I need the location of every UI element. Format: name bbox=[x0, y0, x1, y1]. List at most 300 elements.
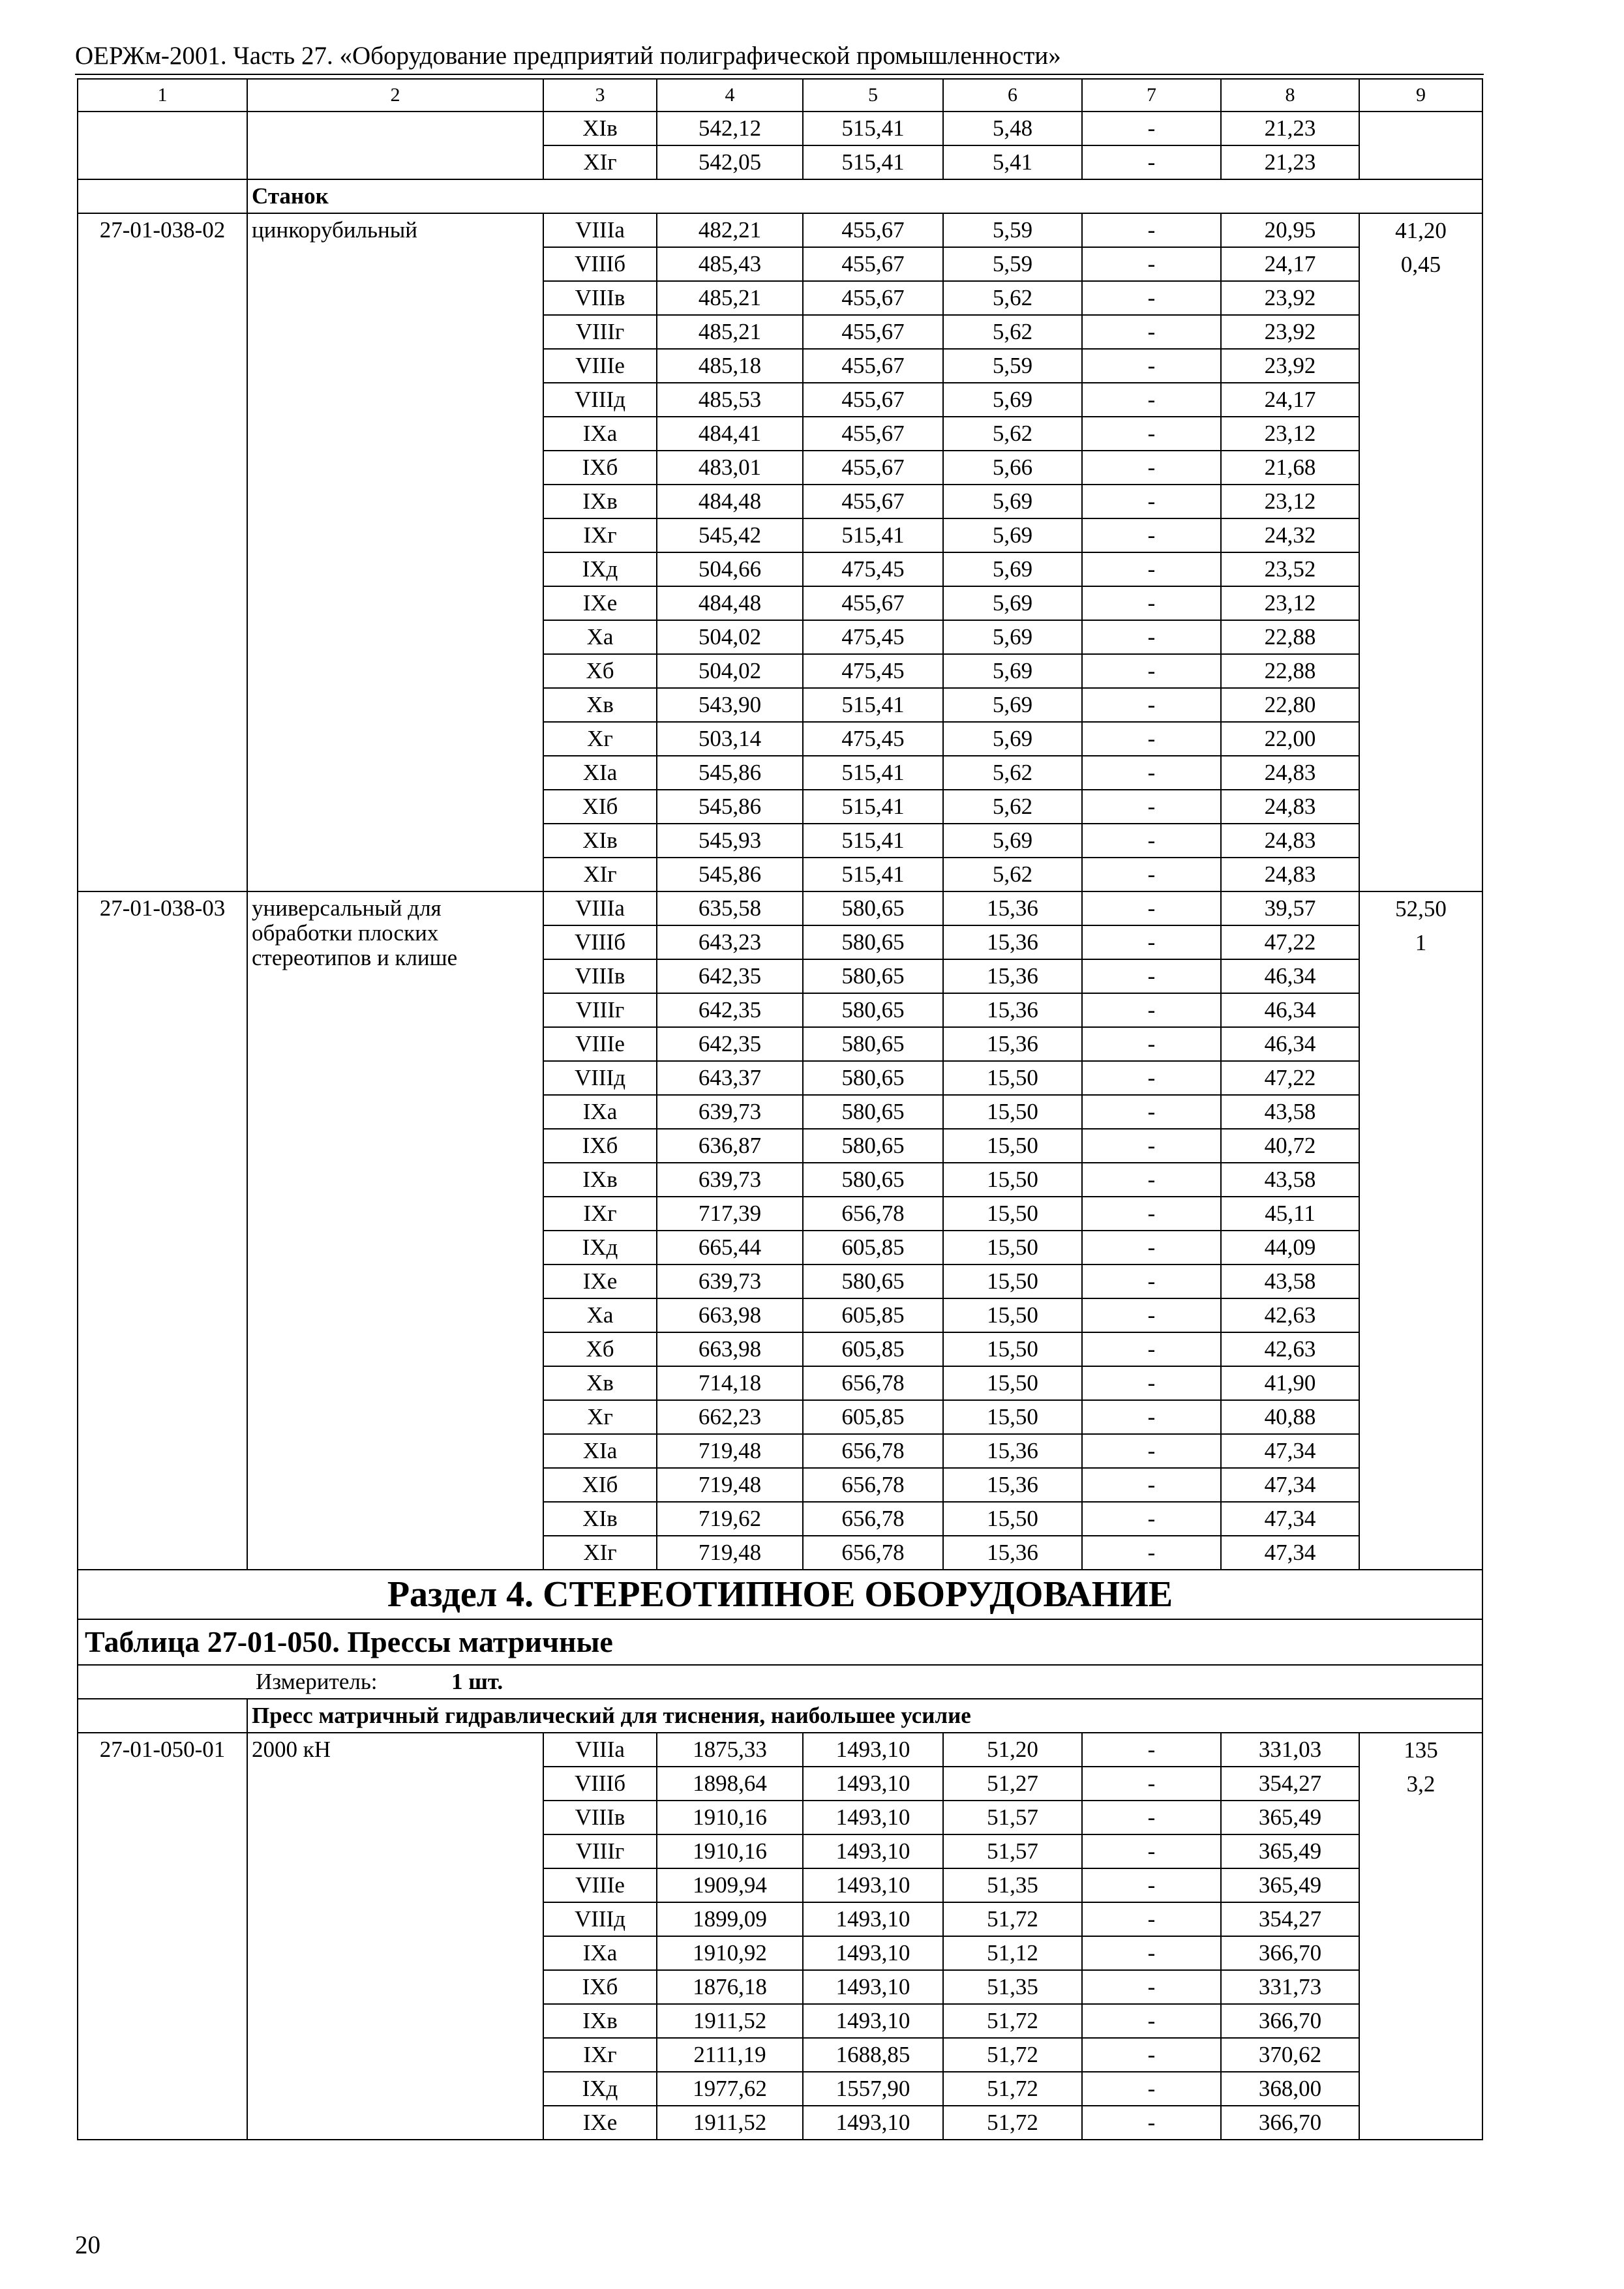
cell-c4: 719,48 bbox=[657, 1468, 803, 1502]
item-code: 27-01-050-01 bbox=[78, 1733, 247, 2140]
cell-c5: 580,65 bbox=[803, 959, 943, 993]
cell-zone: IXд bbox=[543, 1231, 657, 1264]
subheading-text: Станок bbox=[247, 179, 1482, 213]
cell-zone: Xв bbox=[543, 688, 657, 722]
cell-c7: - bbox=[1082, 1468, 1221, 1502]
measure-cell bbox=[78, 1665, 1482, 1699]
cell-c6: 51,35 bbox=[943, 1868, 1082, 1902]
cell-zone: VIIIа bbox=[543, 891, 657, 925]
cell-zone: IXе bbox=[543, 586, 657, 620]
cell-zone: Xб bbox=[543, 654, 657, 688]
cell-c6: 5,69 bbox=[943, 688, 1082, 722]
cell-c8: 20,95 bbox=[1221, 213, 1359, 247]
cell-c5: 455,67 bbox=[803, 315, 943, 349]
cell-c6: 15,36 bbox=[943, 959, 1082, 993]
cell-c6: 51,72 bbox=[943, 2072, 1082, 2106]
cell-c6: 15,36 bbox=[943, 1536, 1082, 1570]
price-table bbox=[77, 78, 1483, 2140]
cell-zone: VIIIе bbox=[543, 349, 657, 383]
cell-c8: 23,12 bbox=[1221, 417, 1359, 451]
cell-c8: 23,92 bbox=[1221, 315, 1359, 349]
item-weight-value: 0,45 bbox=[1400, 252, 1441, 277]
cell-c5: 475,45 bbox=[803, 552, 943, 586]
column-number: 3 bbox=[543, 79, 657, 112]
cell-c8: 23,12 bbox=[1221, 485, 1359, 518]
cell-c8: 23,52 bbox=[1221, 552, 1359, 586]
cell-c7: - bbox=[1082, 2072, 1221, 2106]
cell-c5: 605,85 bbox=[803, 1400, 943, 1434]
cell-c5: 475,45 bbox=[803, 654, 943, 688]
cell-c7: - bbox=[1082, 213, 1221, 247]
cell-c4: 639,73 bbox=[657, 1264, 803, 1298]
cell-c7: - bbox=[1082, 1868, 1221, 1902]
item-weight-value: 3,2 bbox=[1406, 1771, 1436, 1797]
cell-c6: 51,20 bbox=[943, 1733, 1082, 1767]
cell-c6: 51,57 bbox=[943, 1834, 1082, 1868]
cell-c7: - bbox=[1082, 1231, 1221, 1264]
cell-c6: 51,72 bbox=[943, 1902, 1082, 1936]
cell-zone: IXа bbox=[543, 1936, 657, 1970]
cell-c5: 515,41 bbox=[803, 112, 943, 145]
cell-zone: VIIIб bbox=[543, 925, 657, 959]
cell-c7: - bbox=[1082, 349, 1221, 383]
cell-c8: 365,49 bbox=[1221, 1834, 1359, 1868]
table-row bbox=[78, 1733, 1482, 1767]
cell-c5: 515,41 bbox=[803, 858, 943, 891]
cell-c6: 15,50 bbox=[943, 1163, 1082, 1197]
cell-c6: 15,50 bbox=[943, 1298, 1082, 1332]
cell-c8: 331,73 bbox=[1221, 1970, 1359, 2004]
item-weight-cell bbox=[1359, 891, 1482, 1570]
cell-c6: 15,50 bbox=[943, 1197, 1082, 1231]
cell-c7: - bbox=[1082, 1502, 1221, 1536]
cell-c7: - bbox=[1082, 1332, 1221, 1366]
cell-c8: 43,58 bbox=[1221, 1163, 1359, 1197]
cell-c4: 719,48 bbox=[657, 1536, 803, 1570]
cell-c5: 580,65 bbox=[803, 1129, 943, 1163]
cell-c7: - bbox=[1082, 518, 1221, 552]
cell-c6: 5,62 bbox=[943, 790, 1082, 824]
cell-c4: 545,86 bbox=[657, 858, 803, 891]
cell-c7: - bbox=[1082, 1801, 1221, 1834]
cell-c6: 51,35 bbox=[943, 1970, 1082, 2004]
cell-zone: VIIIд bbox=[543, 1902, 657, 1936]
cell-zone: IXг bbox=[543, 2038, 657, 2072]
cell-c7: - bbox=[1082, 1061, 1221, 1095]
column-number: 2 bbox=[247, 79, 543, 112]
cell-c4: 714,18 bbox=[657, 1366, 803, 1400]
cell-c6: 15,36 bbox=[943, 1468, 1082, 1502]
cell-c7: - bbox=[1082, 1095, 1221, 1129]
item-weight-value: 1 bbox=[1415, 930, 1427, 955]
cell-c5: 475,45 bbox=[803, 722, 943, 756]
cell-zone: IXв bbox=[543, 1163, 657, 1197]
cell-c7: - bbox=[1082, 2106, 1221, 2140]
cell-zone: IXе bbox=[543, 2106, 657, 2140]
cell-c4: 639,73 bbox=[657, 1163, 803, 1197]
cell-c4: 1899,09 bbox=[657, 1902, 803, 1936]
measure-value: 1 шт. bbox=[451, 1669, 504, 1694]
cell-c7: - bbox=[1082, 586, 1221, 620]
cell-zone: XIв bbox=[543, 824, 657, 858]
cell-zone: Xа bbox=[543, 620, 657, 654]
cell-c5: 580,65 bbox=[803, 925, 943, 959]
table-row bbox=[78, 112, 1482, 145]
cell-c8: 43,58 bbox=[1221, 1264, 1359, 1298]
cell-c8: 24,83 bbox=[1221, 858, 1359, 891]
cell-c5: 455,67 bbox=[803, 417, 943, 451]
cell-c4: 483,01 bbox=[657, 451, 803, 485]
cell-c4: 1910,16 bbox=[657, 1801, 803, 1834]
cell-c6: 15,50 bbox=[943, 1332, 1082, 1366]
cell-zone: VIIIд bbox=[543, 1061, 657, 1095]
cell-c8: 42,63 bbox=[1221, 1332, 1359, 1366]
cell-c8: 21,23 bbox=[1221, 112, 1359, 145]
cell-c8: 24,17 bbox=[1221, 247, 1359, 281]
table-title-row bbox=[78, 1619, 1482, 1665]
cell-c7: - bbox=[1082, 383, 1221, 417]
cell-c7: - bbox=[1082, 247, 1221, 281]
column-number: 1 bbox=[78, 79, 247, 112]
cell-c4: 665,44 bbox=[657, 1231, 803, 1264]
cell-zone: VIIIг bbox=[543, 1834, 657, 1868]
cell-c4: 485,21 bbox=[657, 281, 803, 315]
cell-c4: 1910,92 bbox=[657, 1936, 803, 1970]
cell-zone: Xа bbox=[543, 1298, 657, 1332]
cell-c5: 656,78 bbox=[803, 1502, 943, 1536]
cell-c4: 1876,18 bbox=[657, 1970, 803, 2004]
cell-zone: VIIIе bbox=[543, 1868, 657, 1902]
cell-c8: 22,00 bbox=[1221, 722, 1359, 756]
cell-c8: 21,68 bbox=[1221, 451, 1359, 485]
cell-c5: 605,85 bbox=[803, 1332, 943, 1366]
cell-c5: 515,41 bbox=[803, 824, 943, 858]
subheading-text: Пресс матричный гидравлический для тиснения, наибольшее усилие bbox=[247, 1699, 1482, 1733]
cell-c8: 47,34 bbox=[1221, 1468, 1359, 1502]
cell-c6: 51,27 bbox=[943, 1767, 1082, 1801]
cell-c5: 580,65 bbox=[803, 1264, 943, 1298]
cell-c7: - bbox=[1082, 1400, 1221, 1434]
cell-c6: 51,12 bbox=[943, 1936, 1082, 1970]
cell-c4: 1898,64 bbox=[657, 1767, 803, 1801]
cell-c5: 1493,10 bbox=[803, 1902, 943, 1936]
cell-c8: 23,92 bbox=[1221, 281, 1359, 315]
cell-c4: 719,62 bbox=[657, 1502, 803, 1536]
cell-c6: 15,50 bbox=[943, 1095, 1082, 1129]
cell-c8: 46,34 bbox=[1221, 1027, 1359, 1061]
cell-c4: 663,98 bbox=[657, 1332, 803, 1366]
cell-c8: 368,00 bbox=[1221, 2072, 1359, 2106]
cell-c7: - bbox=[1082, 112, 1221, 145]
cell-c7: - bbox=[1082, 281, 1221, 315]
cell-zone: IXв bbox=[543, 2004, 657, 2038]
cell-c8: 40,88 bbox=[1221, 1400, 1359, 1434]
cell-c7: - bbox=[1082, 1536, 1221, 1570]
cell-c6: 15,50 bbox=[943, 1502, 1082, 1536]
cell-zone: XIв bbox=[543, 112, 657, 145]
cell-c6: 51,57 bbox=[943, 1801, 1082, 1834]
cell-c4: 642,35 bbox=[657, 993, 803, 1027]
cell-c6: 5,62 bbox=[943, 756, 1082, 790]
cell-c6: 15,36 bbox=[943, 891, 1082, 925]
cell-c4: 545,86 bbox=[657, 756, 803, 790]
cell-c4: 643,37 bbox=[657, 1061, 803, 1095]
cell-c4: 504,02 bbox=[657, 654, 803, 688]
cell-c7: - bbox=[1082, 1902, 1221, 1936]
cell-c5: 1493,10 bbox=[803, 1868, 943, 1902]
cell-c7: - bbox=[1082, 145, 1221, 179]
cell-zone: Xг bbox=[543, 722, 657, 756]
cell-c8: 370,62 bbox=[1221, 2038, 1359, 2072]
cell-c6: 5,69 bbox=[943, 518, 1082, 552]
cell-c5: 455,67 bbox=[803, 281, 943, 315]
cell-c8: 43,58 bbox=[1221, 1095, 1359, 1129]
cell-zone: IXб bbox=[543, 451, 657, 485]
item-name: цинкорубильный bbox=[247, 213, 543, 891]
cell-zone: IXб bbox=[543, 1129, 657, 1163]
cell-zone: XIг bbox=[543, 858, 657, 891]
cell-zone: IXб bbox=[543, 1970, 657, 2004]
cell-c7: - bbox=[1082, 1197, 1221, 1231]
cell-c4: 663,98 bbox=[657, 1298, 803, 1332]
cell-c4: 639,73 bbox=[657, 1095, 803, 1129]
cell-c7: - bbox=[1082, 620, 1221, 654]
cell-c6: 5,62 bbox=[943, 281, 1082, 315]
cell-c7: - bbox=[1082, 1366, 1221, 1400]
table-row bbox=[78, 213, 1482, 247]
cell-zone: IXа bbox=[543, 1095, 657, 1129]
cell-c8: 366,70 bbox=[1221, 1936, 1359, 1970]
cell-zone: VIIIв bbox=[543, 1801, 657, 1834]
column-number-row bbox=[78, 79, 1482, 112]
cell-c6: 5,69 bbox=[943, 654, 1082, 688]
cell-c7: - bbox=[1082, 417, 1221, 451]
cell-c6: 15,36 bbox=[943, 1027, 1082, 1061]
cell-c4: 545,93 bbox=[657, 824, 803, 858]
cell-c8: 22,88 bbox=[1221, 654, 1359, 688]
cell-c8: 47,34 bbox=[1221, 1536, 1359, 1570]
item-code bbox=[78, 112, 247, 179]
cell-c7: - bbox=[1082, 1834, 1221, 1868]
cell-zone: IXе bbox=[543, 1264, 657, 1298]
cell-c5: 1557,90 bbox=[803, 2072, 943, 2106]
cell-c5: 605,85 bbox=[803, 1298, 943, 1332]
cell-c5: 455,67 bbox=[803, 586, 943, 620]
item-weight-value: 135 bbox=[1404, 1737, 1438, 1763]
cell-c7: - bbox=[1082, 1733, 1221, 1767]
table-title: Таблица 27-01-050. Прессы матричные bbox=[78, 1619, 1482, 1665]
column-number: 5 bbox=[803, 79, 943, 112]
cell-c5: 1493,10 bbox=[803, 1801, 943, 1834]
cell-c5: 580,65 bbox=[803, 1027, 943, 1061]
cell-zone: IXд bbox=[543, 2072, 657, 2106]
cell-zone: VIIIа bbox=[543, 213, 657, 247]
cell-c5: 1493,10 bbox=[803, 2004, 943, 2038]
cell-c7: - bbox=[1082, 1298, 1221, 1332]
cell-c7: - bbox=[1082, 756, 1221, 790]
cell-c4: 484,41 bbox=[657, 417, 803, 451]
cell-c5: 656,78 bbox=[803, 1434, 943, 1468]
column-number: 6 bbox=[943, 79, 1082, 112]
cell-c6: 5,69 bbox=[943, 722, 1082, 756]
cell-c8: 46,34 bbox=[1221, 959, 1359, 993]
cell-c4: 642,35 bbox=[657, 959, 803, 993]
item-name bbox=[247, 112, 543, 179]
cell-c7: - bbox=[1082, 858, 1221, 891]
cell-c8: 22,88 bbox=[1221, 620, 1359, 654]
cell-zone: VIIIг bbox=[543, 993, 657, 1027]
cell-c6: 15,36 bbox=[943, 993, 1082, 1027]
cell-c4: 485,21 bbox=[657, 315, 803, 349]
cell-c7: - bbox=[1082, 315, 1221, 349]
item-weight-cell bbox=[1359, 213, 1482, 891]
cell-c7: - bbox=[1082, 790, 1221, 824]
cell-c8: 366,70 bbox=[1221, 2004, 1359, 2038]
cell-c8: 47,34 bbox=[1221, 1502, 1359, 1536]
item-weight-cell bbox=[1359, 112, 1482, 179]
cell-c4: 545,42 bbox=[657, 518, 803, 552]
cell-c5: 1493,10 bbox=[803, 1936, 943, 1970]
cell-c5: 455,67 bbox=[803, 349, 943, 383]
item-weight-value: 41,20 bbox=[1395, 218, 1447, 243]
cell-c6: 5,69 bbox=[943, 824, 1082, 858]
cell-c6: 15,50 bbox=[943, 1366, 1082, 1400]
cell-c7: - bbox=[1082, 722, 1221, 756]
cell-c4: 484,48 bbox=[657, 586, 803, 620]
cell-c5: 580,65 bbox=[803, 1061, 943, 1095]
cell-c7: - bbox=[1082, 1936, 1221, 1970]
cell-c4: 485,43 bbox=[657, 247, 803, 281]
cell-c7: - bbox=[1082, 2004, 1221, 2038]
cell-c6: 51,72 bbox=[943, 2038, 1082, 2072]
cell-c5: 1493,10 bbox=[803, 1834, 943, 1868]
cell-c5: 515,41 bbox=[803, 790, 943, 824]
cell-c8: 41,90 bbox=[1221, 1366, 1359, 1400]
cell-c4: 719,48 bbox=[657, 1434, 803, 1468]
cell-c5: 455,67 bbox=[803, 247, 943, 281]
cell-c7: - bbox=[1082, 824, 1221, 858]
cell-zone: XIа bbox=[543, 1434, 657, 1468]
cell-zone: IXв bbox=[543, 485, 657, 518]
section-title: Раздел 4. СТЕРЕОТИПНОЕ ОБОРУДОВАНИЕ bbox=[78, 1570, 1482, 1619]
cell-zone: VIIIв bbox=[543, 281, 657, 315]
cell-c7: - bbox=[1082, 2038, 1221, 2072]
cell-c5: 515,41 bbox=[803, 756, 943, 790]
cell-zone: XIа bbox=[543, 756, 657, 790]
cell-zone: VIIIб bbox=[543, 1767, 657, 1801]
cell-c6: 5,69 bbox=[943, 383, 1082, 417]
cell-c4: 482,21 bbox=[657, 213, 803, 247]
cell-c4: 636,87 bbox=[657, 1129, 803, 1163]
cell-zone: Xб bbox=[543, 1332, 657, 1366]
cell-zone: IXд bbox=[543, 552, 657, 586]
cell-c7: - bbox=[1082, 925, 1221, 959]
item-weight-value: 52,50 bbox=[1395, 896, 1447, 921]
cell-c5: 515,41 bbox=[803, 145, 943, 179]
measure-label: Измеритель: bbox=[256, 1669, 378, 1694]
cell-c8: 22,80 bbox=[1221, 688, 1359, 722]
cell-c5: 656,78 bbox=[803, 1366, 943, 1400]
cell-c5: 455,67 bbox=[803, 451, 943, 485]
cell-zone: Xг bbox=[543, 1400, 657, 1434]
cell-zone: XIг bbox=[543, 1536, 657, 1570]
table-row bbox=[78, 891, 1482, 925]
subheading-row bbox=[78, 179, 1482, 213]
cell-c4: 485,53 bbox=[657, 383, 803, 417]
column-number: 4 bbox=[657, 79, 803, 112]
cell-c7: - bbox=[1082, 451, 1221, 485]
cell-c6: 5,69 bbox=[943, 620, 1082, 654]
cell-c6: 15,36 bbox=[943, 925, 1082, 959]
cell-c6: 15,36 bbox=[943, 1434, 1082, 1468]
cell-c4: 717,39 bbox=[657, 1197, 803, 1231]
cell-c5: 605,85 bbox=[803, 1231, 943, 1264]
cell-c7: - bbox=[1082, 654, 1221, 688]
cell-c4: 543,90 bbox=[657, 688, 803, 722]
cell-c8: 39,57 bbox=[1221, 891, 1359, 925]
column-number: 7 bbox=[1082, 79, 1221, 112]
page-header-title: ОЕРЖм-2001. Часть 27. «Оборудование предприятий полиграфической промышленности» bbox=[75, 42, 1061, 70]
cell-zone: VIIIг bbox=[543, 315, 657, 349]
cell-zone: XIб bbox=[543, 1468, 657, 1502]
cell-c7: - bbox=[1082, 1434, 1221, 1468]
cell-c4: 504,02 bbox=[657, 620, 803, 654]
cell-c5: 580,65 bbox=[803, 1095, 943, 1129]
cell-c7: - bbox=[1082, 1767, 1221, 1801]
cell-c6: 15,50 bbox=[943, 1400, 1082, 1434]
cell-c4: 504,66 bbox=[657, 552, 803, 586]
cell-zone: XIв bbox=[543, 1502, 657, 1536]
cell-c7: - bbox=[1082, 485, 1221, 518]
measure-row bbox=[78, 1665, 1482, 1699]
cell-zone: XIб bbox=[543, 790, 657, 824]
cell-c4: 1910,16 bbox=[657, 1834, 803, 1868]
cell-c5: 656,78 bbox=[803, 1197, 943, 1231]
cell-c4: 635,58 bbox=[657, 891, 803, 925]
cell-c5: 515,41 bbox=[803, 688, 943, 722]
cell-c6: 15,50 bbox=[943, 1129, 1082, 1163]
cell-c7: - bbox=[1082, 1027, 1221, 1061]
item-code: 27-01-038-03 bbox=[78, 891, 247, 1570]
cell-c4: 542,12 bbox=[657, 112, 803, 145]
cell-c8: 354,27 bbox=[1221, 1902, 1359, 1936]
cell-c5: 455,67 bbox=[803, 213, 943, 247]
cell-c6: 5,59 bbox=[943, 247, 1082, 281]
spacer-cell bbox=[78, 179, 247, 213]
cell-c6: 5,69 bbox=[943, 586, 1082, 620]
cell-c8: 23,92 bbox=[1221, 349, 1359, 383]
cell-c8: 365,49 bbox=[1221, 1801, 1359, 1834]
cell-c8: 47,22 bbox=[1221, 1061, 1359, 1095]
page-number: 20 bbox=[75, 2231, 100, 2259]
cell-zone: VIIIа bbox=[543, 1733, 657, 1767]
cell-c6: 5,48 bbox=[943, 112, 1082, 145]
cell-c4: 1875,33 bbox=[657, 1733, 803, 1767]
cell-c7: - bbox=[1082, 1163, 1221, 1197]
cell-c5: 475,45 bbox=[803, 620, 943, 654]
cell-c7: - bbox=[1082, 1264, 1221, 1298]
cell-c5: 1688,85 bbox=[803, 2038, 943, 2072]
cell-c5: 1493,10 bbox=[803, 2106, 943, 2140]
cell-c5: 1493,10 bbox=[803, 1733, 943, 1767]
cell-c5: 656,78 bbox=[803, 1536, 943, 1570]
cell-c4: 1909,94 bbox=[657, 1868, 803, 1902]
cell-c6: 5,69 bbox=[943, 485, 1082, 518]
cell-c8: 21,23 bbox=[1221, 145, 1359, 179]
cell-c5: 1493,10 bbox=[803, 1767, 943, 1801]
cell-c4: 643,23 bbox=[657, 925, 803, 959]
cell-c8: 354,27 bbox=[1221, 1767, 1359, 1801]
